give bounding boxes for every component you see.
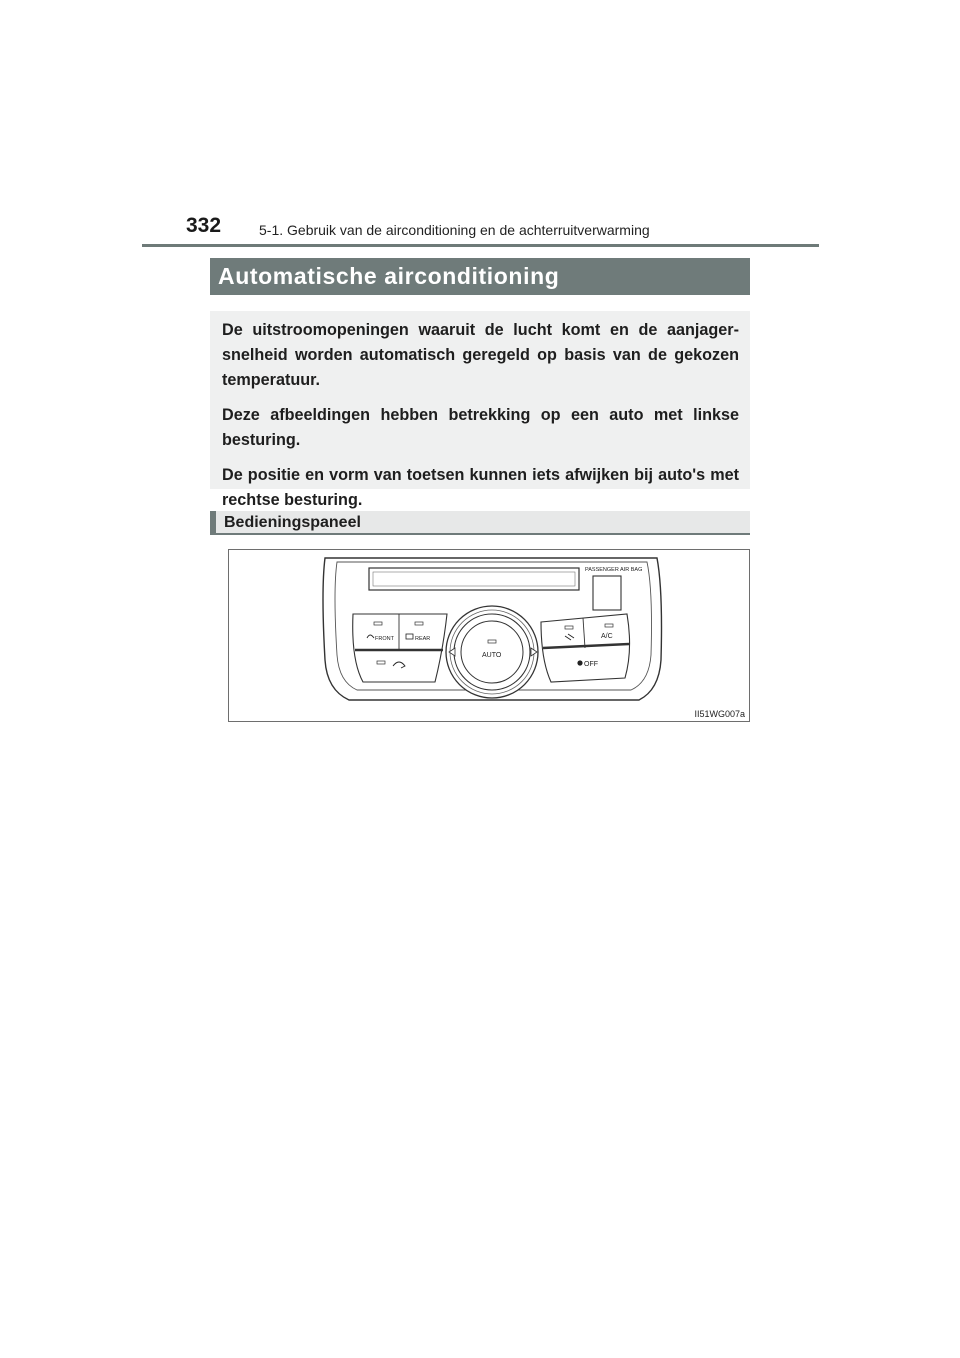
front-label: FRONT [375,636,394,642]
auto-label: AUTO [482,652,502,659]
section-accent [210,511,216,533]
fan-icon [577,660,582,665]
airflow-mode-icon [565,634,574,640]
intro-paragraph: De uitstroomopeningen waaruit de lucht komt en de aanjager-snelheid worden automatisch geregeld op basis van de gekozen temperatuur. [222,321,739,389]
off-label: OFF [584,661,598,668]
front-defroster-button[interactable] [367,622,395,642]
header-rule [142,244,819,247]
title-bar [210,258,750,295]
figure-code: II51WG007a [694,709,745,719]
airflow-mode-button[interactable] [565,626,574,640]
recirculation-icon [393,662,405,668]
intro-paragraph: De positie en vorm van toetsen kunnen iets afwijken bij auto's met rechtse besturing. [222,466,739,509]
left-button-group [353,614,447,682]
recirculation-button[interactable] [377,661,405,668]
rear-label: REAR [415,636,431,642]
page-number: 332 [186,214,222,237]
breadcrumb: 5-1. Gebruik van de airconditioning en de achterruitverwarming [259,222,650,238]
section-title: Bedieningspaneel [224,514,361,531]
section-heading [210,511,750,535]
control-panel-figure [228,549,750,722]
page-title: Automatische airconditioning [218,263,560,289]
control-panel-illustration [229,550,751,723]
ac-label: A/C [601,633,613,640]
fan-off-button[interactable] [577,660,598,668]
rear-defogger-button[interactable] [406,622,430,642]
display-window [369,568,579,590]
intro-box [210,311,750,509]
front-defroster-icon [367,635,374,638]
passenger-airbag-label: PASSENGER AIR BAG [585,567,643,573]
ac-button[interactable] [601,624,613,640]
intro-paragraph: Deze afbeeldingen hebben betrekking op een auto met linkse besturing. [222,406,739,449]
rear-defogger-icon [406,634,413,639]
passenger-airbag-indicator [593,576,621,610]
